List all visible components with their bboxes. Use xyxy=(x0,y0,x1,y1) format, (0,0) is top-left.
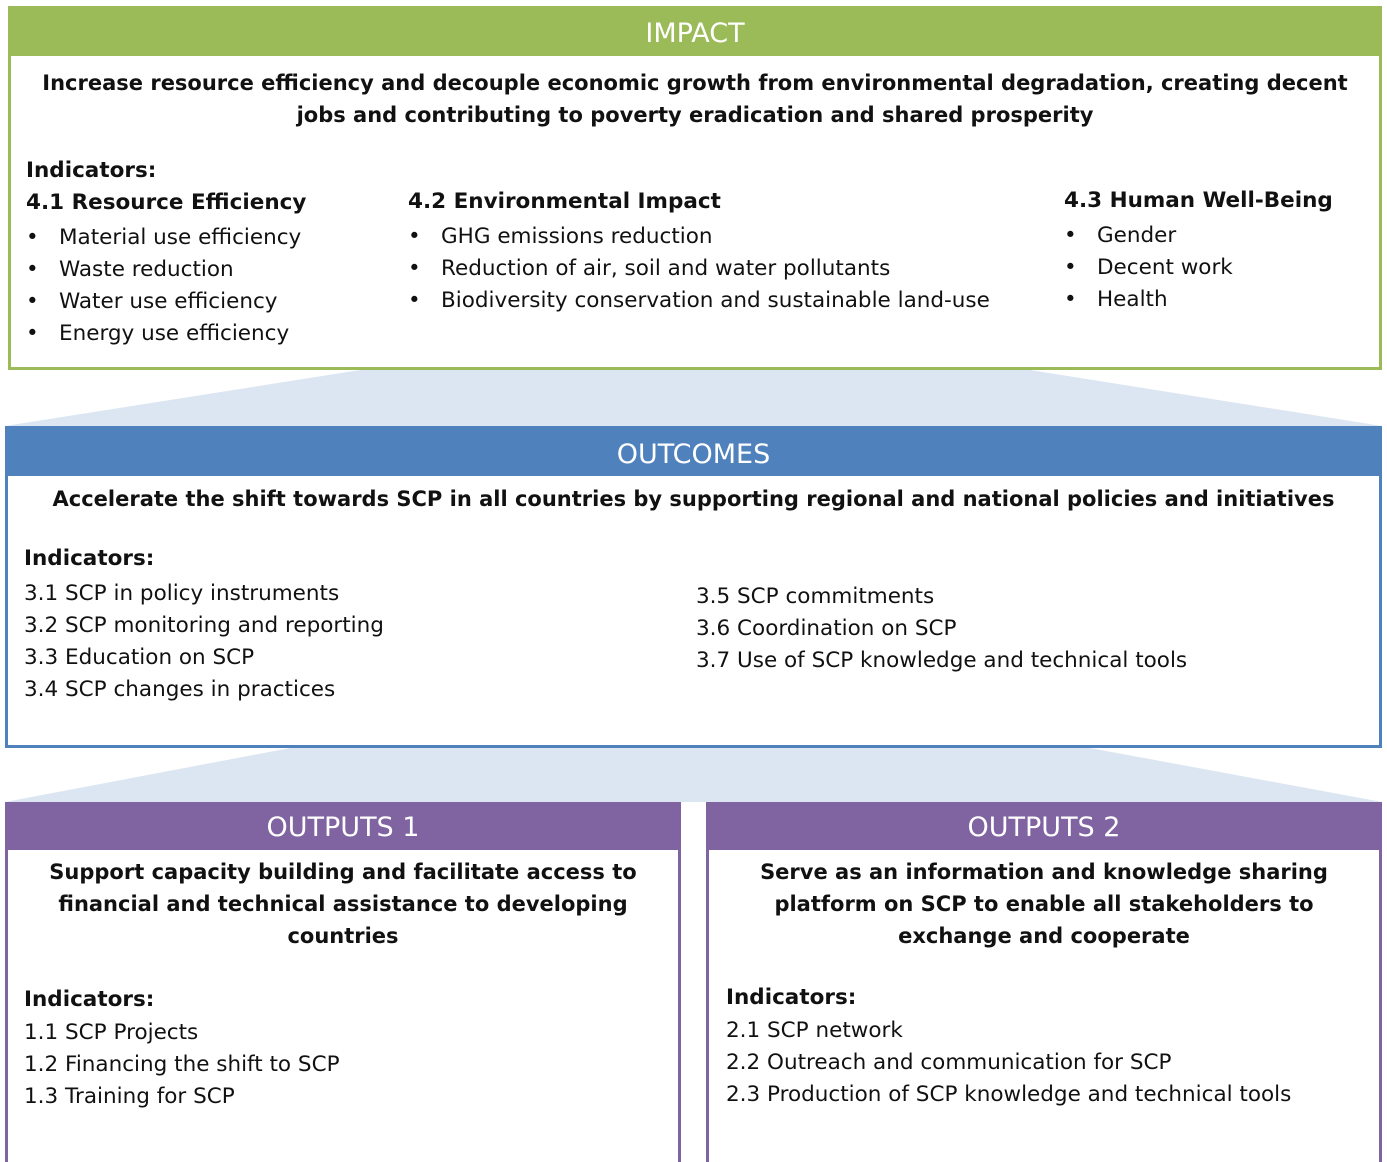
outputs1-list xyxy=(24,1017,340,1113)
list-item: 2.2 Outreach and communication for SCP xyxy=(726,1050,1172,1075)
impact-statement: Increase resource efficiency and decouple economic growth from environmental degradation, creating decent jobs and contributing to poverty eradication and shared prosperity xyxy=(42,71,1348,127)
outputs1-header: OUTPUTS 1 xyxy=(8,805,678,850)
impact-group-list xyxy=(408,221,990,317)
list-item: • Material use efficiency xyxy=(26,222,301,254)
outputs1-statement: Support capacity building and facilitate access to financial and technical assistance to developing countries xyxy=(49,860,637,948)
outcomes-right-list xyxy=(696,581,1187,677)
list-item: 3.3 Education on SCP xyxy=(24,645,255,670)
outcomes-left-list xyxy=(24,578,384,706)
list-item: 3.5 SCP commitments xyxy=(696,584,935,609)
outputs2-header: OUTPUTS 2 xyxy=(709,805,1379,850)
list-item: 3.1 SCP in policy instruments xyxy=(24,581,340,606)
outcomes-indicators-label: Indicators: xyxy=(24,546,155,571)
list-item: • Gender xyxy=(1064,220,1233,252)
outcomes-outputs-connector xyxy=(5,748,1382,802)
impact-group-title: 4.1 Resource Efficiency xyxy=(26,190,307,215)
impact-group-title: 4.2 Environmental Impact xyxy=(408,189,721,214)
list-item: 3.2 SCP monitoring and reporting xyxy=(24,613,384,638)
list-item: • Reduction of air, soil and water pollutants xyxy=(408,253,990,285)
list-item: 3.6 Coordination on SCP xyxy=(696,616,957,641)
impact-group-list xyxy=(1064,220,1233,316)
list-item: 2.3 Production of SCP knowledge and technical tools xyxy=(726,1082,1292,1107)
list-item: • Water use efficiency xyxy=(26,286,301,318)
list-item: • Waste reduction xyxy=(26,254,301,286)
list-item: 3.4 SCP changes in practices xyxy=(24,677,336,702)
impact-box xyxy=(8,6,1382,370)
list-item: • Biodiversity conservation and sustainable land-use xyxy=(408,285,990,317)
impact-group-title: 4.3 Human Well-Being xyxy=(1064,188,1333,213)
impact-outcomes-connector xyxy=(5,370,1382,426)
list-item: 1.3 Training for SCP xyxy=(24,1084,235,1109)
impact-indicators-label: Indicators: xyxy=(26,158,157,183)
impact-group-list xyxy=(26,222,301,350)
list-item: 2.1 SCP network xyxy=(726,1018,903,1043)
outcomes-header: OUTCOMES xyxy=(8,429,1379,476)
outcomes-statement: Accelerate the shift towards SCP in all countries by supporting regional and national policies and initiatives xyxy=(52,487,1335,511)
outcomes-box xyxy=(5,426,1382,748)
list-item: • GHG emissions reduction xyxy=(408,221,990,253)
list-item: 1.1 SCP Projects xyxy=(24,1020,199,1045)
outputs1-box xyxy=(5,802,681,1162)
outputs2-box xyxy=(706,802,1382,1162)
impact-header: IMPACT xyxy=(11,9,1379,56)
list-item: • Decent work xyxy=(1064,252,1233,284)
list-item: • Energy use efficiency xyxy=(26,318,301,350)
list-item: • Health xyxy=(1064,284,1233,316)
outputs2-indicators-label: Indicators: xyxy=(726,985,857,1010)
outputs2-list xyxy=(726,1015,1291,1111)
list-item: 3.7 Use of SCP knowledge and technical tools xyxy=(696,648,1188,673)
outputs1-indicators-label: Indicators: xyxy=(24,987,155,1012)
list-item: 1.2 Financing the shift to SCP xyxy=(24,1052,340,1077)
outputs2-statement: Serve as an information and knowledge sharing platform on SCP to enable all stakeholders to exchange and cooperate xyxy=(760,860,1328,948)
